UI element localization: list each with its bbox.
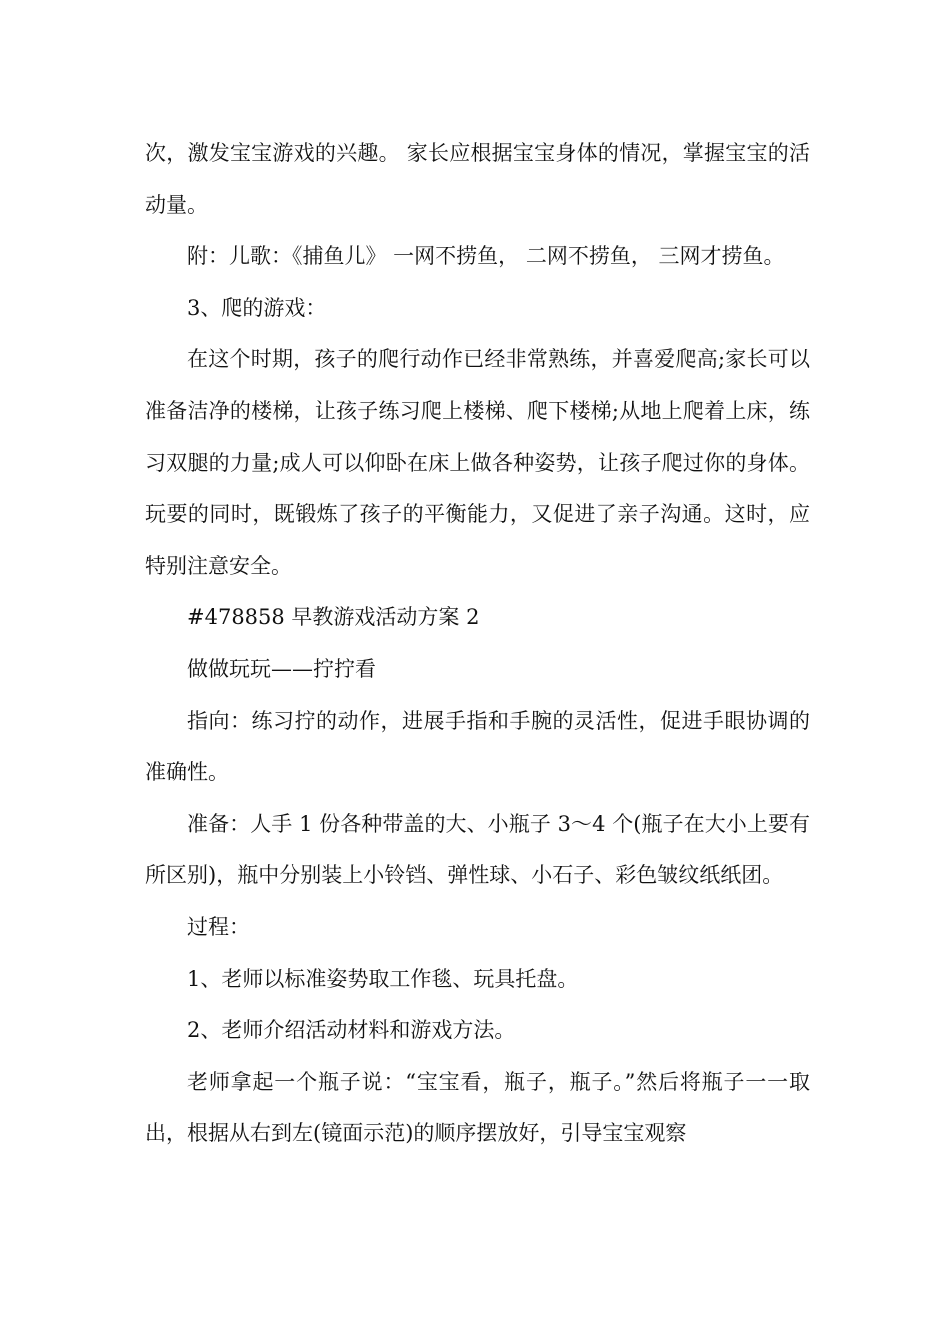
paragraph-teacher-demo: 老师拿起一个瓶子说：“宝宝看，瓶子，瓶子。”然后将瓶子一一取出，根据从右到左(镜面示范)的顺序摆放好，引导宝宝观察: [145, 1069, 810, 1146]
paragraph-activity-continuation: 次，激发宝宝游戏的兴趣。 家长应根据宝宝身体的情况，掌握宝宝的活动量。: [145, 141, 810, 217]
process-step-2: 2、老师介绍活动材料和游戏方法。: [187, 1018, 516, 1043]
document-body: [145, 128, 810, 1160]
section-heading-crawling-game: 3、爬的游戏：: [187, 295, 327, 320]
activity-title: 做做玩玩——拧拧看: [187, 656, 376, 681]
paragraph-preparation: 准备：人手 1 份各种带盖的大、小瓶子 3～4 个(瓶子在大小上要有所区别)，瓶中分别装上小铃铛、弹性球、小石子、彩色皱纹纸纸团。: [145, 811, 810, 888]
paragraph-crawling-description: 在这个时期，孩子的爬行动作已经非常熟练，并喜爱爬高;家长可以准备洁净的楼梯，让孩子练习爬上楼梯、爬下楼梯;从地上爬着上床，练习双腿的力量;成人可以仰卧在床上做各种姿势，让孩子爬过你的身体。玩要的同时，既锻炼了孩子的平衡能力，又促进了亲子沟通。这时，应特别注意安全。: [145, 347, 810, 578]
section-heading-process: 过程：: [187, 914, 250, 939]
paragraph-objective: 指向：练习拧的动作，进展手指和手腕的灵活性，促进手眼协调的准确性。: [145, 708, 810, 785]
paragraph-nursery-rhyme: 附：儿歌：《捕鱼儿》 一网不捞鱼， 二网不捞鱼， 三网才捞鱼。: [187, 244, 785, 269]
process-step-1: 1、老师以标准姿势取工作毯、玩具托盘。: [187, 966, 579, 991]
document-title-plan-2: #478858 早教游戏活动方案 2: [187, 605, 480, 630]
